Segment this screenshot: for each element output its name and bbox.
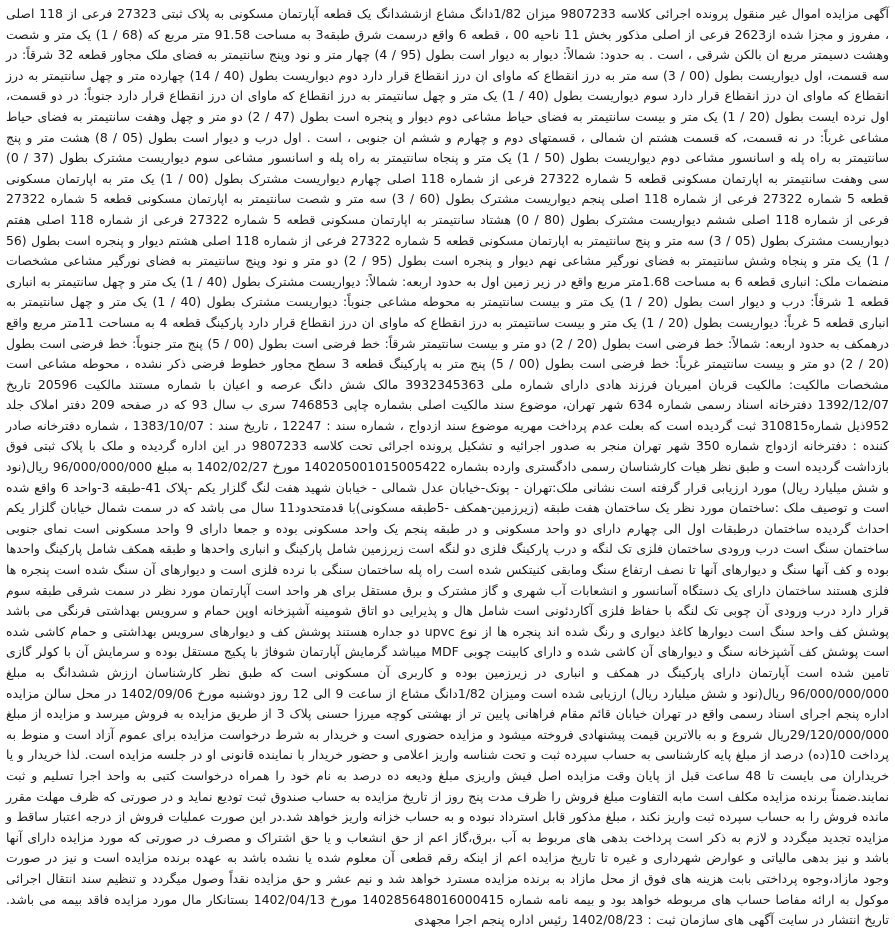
auction-notice-text: آگهی مزایده اموال غیر منقول پرونده اجرائی کلاسه 9807233 میزان 1/82دانگ مشاع ازششدانگ یک قطعه آپارتمان مسکونی به پلاک ثبتی 27323 فرعی از 118 اصلی ، مفروز و مجزا شده از2623 فرعی از اصلی مذکور بخش 11 ناحیه 00 ، قطعه 6 واقع درسمت شرق طبقه3 به مساحت 91.58 متر مربع که (68 / 1) یک متر و شصت وهشت دسیمتر مربع ان بالکن شرقی ، است . به حدود: شمالاً: دیوار به دیوار است بطول (95 / 4) چهار متر و نود وپنج سانتیمتر به فضای ملک مجاور قطعه 32 شرقاً: در سه قسمت، اول دیواریست بطول (00 / 3) سه متر به درز انقطاع که ماوای ان درز انقطاع قرار دارد دوم دیواریست بطول (40 / 14) چهارده متر و چهل سانتیمتر به درز انقطاع که ماوای ان درز انقطاع قرار دارد سوم دیواریست بطول (40 / 1) یک متر و چهل سانتیمتر به درز انقطاع که ماوای ان درز انقطاع قرار دارد جنوباً: در دو قسمت، اول نرده ایست بطول (20 / 1) یک متر و بیست سانتیمتر به فضای حیاط مشاعی دوم دیوار و پنجره است بطول (47 / 2) دو متر و چهل وهفت سانتیمتر به فضای حیاط مشاعی غرباً: در نه قسمت، که قسمت هشتم ان شمالی ، قسمتهای دوم و چهارم و ششم ان جنوبی ، است . اول درب و دیوار است بطول (05 / 8) هشت متر و پنج سانتیمتر به راه پله و اسانسور مشاعی دوم دیواریست بطول (50 / 1) یک متر و پنجاه سانتیمتر به راه پله و اسانسور مشاعی سوم دیواریست مشترک بطول (37 / 0) سی وهفت سانتیمتر به اپارتمان مسکونی قطعه 5 شماره 27322 فرعی از شماره 118 اصلی چهارم دیواریست مشترک بطول (00 / 1) یک متر به اپارتمان مسکونی قطعه 5 شماره 27322 فرعی از شماره 118 اصلی پنجم دیواریست مشترک بطول (60 / 3) سه متر و شصت سانتیمتر به اپارتمان مسکونی قطعه 5 شماره 27322 فرعی از شماره 118 اصلی ششم دیواریست مشترک بطول (80 / 0) هشتاد سانتیمتر به اپارتمان مسکونی قطعه 5 شماره 27322 فرعی از شماره 118 اصلی هفتم دیواریست مشترک بطول (05 / 3) سه متر و پنج سانتیمتر به اپارتمان مسکونی قطعه 5 شماره 27322 فرعی از شماره 118 اصلی هشتم دیوار و پنجره است بطول (56 / 1) یک متر و پنجاه وشش سانتیمتر به فضای نورگیر مشاعی نهم دیوار و پنجره است بطول (95 / 2) دو متر و نود وپنج سانتیمتر به فضای نورگیر مشاعی مشخصات منضمات ملک: انباری قطعه 6 به مساحت 1.68متر مربع واقع در زیر زمین اول به حدود اربعه: شمالاً: دیواریست مشترک بطول (40 / 1) یک متر و چهل سانتیمتر به انباری قطعه 1 شرقاً: درب و دیوار است بطول (20 / 1) یک متر و بیست سانتیمتر به محوطه مشاعی جنوباً: دیواریست مشترک بطول (40 / 1) یک متر و چهل سانتیمتر به انباری قطعه 5 غرباً: دیواریست بطول (20 / 1) یک متر و بیست سانتیمتر به درز انقطاع که ماوای ان درز انقطاع قرار دارد پارکینگ قطعه 4 به مساحت 11متر مربع واقع درهمکف به حدود اربعه: شمالاً: خط فرضی است بطول (20 / 2) دو متر و بیست سانتیمتر شرقاً: خط فرضی است بطول (00 / 5) پنج متر جنوباً: خط فرضی است بطول (20 / 2) دو متر و بیست سانتیمتر غرباً: خط فرضی است بطول (00 / 5) پنج متر به پارکینگ قطعه 3 سطح مجاور خطوط فرضی ذکر نشده ، محوطه مشاعی است مشخصات مالکیت: مالکیت قربان امیریان فرزند هادی دارای شماره ملی 3932345363 مالک شش دانگ عرصه و اعیان با شماره مستند مالکیت 20596 تاریخ 1392/12/07 دفترخانه اسناد رسمی شماره 634 شهر تهران، موضوع سند مالکیت اصلی بشماره چاپی 746853 سری ب سال 93 که در صفحه 209 دفتر املاک جلد 952ذیل شماره310815 ثبت گردیده است که بعلت عدم پرداخت مهریه موضوع سند ازدواج ، شماره سند : 12247 ، تاریخ سند : 1383/10/07 ، شماره دفترخانه صادر کننده : دفترخانه ازدواج شماره 350 شهر تهران منجر به صدور اجرائیه و تشکیل پرونده اجرائی تحت کلاسه 9807233 در این اداره گردیده و ملک با پلاک ثبتی فوق بازداشت گردیده است و طبق نظر هیات کارشناسان رسمی دادگستری وارده بشماره 140205001015005422 مورخ 1402/02/27 به مبلغ 96/000/000/000 ریال(نود و شش میلیارد ریال) مورد ارزیابی قرار گرفته است نشانی ملک:تهران - پونک-خیابان عدل شمالی - خیابان شهید هفت لنگ گلزار یکم -پلاک 41-طبقه 3-واحد 6 واقع شده است و توصیف ملک :ساختمان مورد نظر یک ساختمان هفت طبقه (زیرزمین-همکف -5طبقه مسکونی)با قدمتحدود11 سال می باشد که در سمت شمال خیابان گلزار یکم احداث گردیده ساختمان درطبقات اول الی چهارم دارای دو واحد مسکونی و در طبقه پنجم یک واحد مسکونی بوده و جمعا دارای 9 واحد مسکونی است نمای جنوبی ساختمان سنگ است درب ورودی ساختمان فلزی تک لنگه و درب پارکینگ فلزی دو لنگه است زیرزمین شامل پارکینگ و انباری واحدها و طبقه همکف شامل پارکینگ واحدها بوده و کف آنها سنگ و دیوارهای آنها تا نصف ارتفاع سنگ ومابقی کنیتکس شده است راه پله ساختمان سنگی با نرده فلزی است و دیوارهای آن سنگ شده است پنجره ها فلزی هستند ساختمان دارای یک دستگاه آسانسور و انشعابات آب شهری و گاز مشترک و برق مستقل برای هر واحد است آپارتمان مورد نظر در سمت شرقی طبقه سوم قرار دارد درب ورودی آن چوبی تک لنگه با حفاظ فلزی آکاردئونی است شامل هال و پذیرایی دو اتاق شومینه آشپزخانه اوپن حمام و سرویس بهداشتی فرنگی می باشد پوشش کف واحد سنگ است دیوارها کاغذ دیواری و رنگ شده اند پنجره ها از نوع upvc دو جداره هستند پوشش کف و دیوارهای سرویس بهداشتی و حمام کاشی شده است پوشش کف آشپزخانه سنگ و دیوارهای آن کاشی شده و دارای کابینت چوبی MDF میباشد گرمایش آپارتمان شوفاژ با پکیج مستقل بوده و سرمایش آن با کولر گازی تامین شده است آپارتمان دارای پارکینگ در همکف و انباری در زیرزمین بوده و کاربری آن مسکونی است که طبق نظر کارشناسان ارزش ششدانگ به مبلغ 96/000/000/000 ریال(نود و شش میلیارد ریال) ارزیابی شده است ومیزان 1/82دانگ مشاع از ساعت 9 الی 12 روز دوشنبه مورخ 1402/09/06 در محل سالن مزایده اداره پنجم اجرای اسناد رسمی واقع در تهران خیابان قائم مقام فراهانی پایین تر از بهشتی کوچه میرزا حسنی پلاک 3 از طریق مزایده به فروش میرسد و مزایده از مبلغ 29/120/000/000ریال شروع و به بالاترین قیمت پیشنهادی فروخته میشود و مزایده حضوری است و خریدار به شرط درخواست مزایده برای عموم آزاد است و منوط به پرداخت 10(ده) درصد از مبلغ پایه کارشناسی به حساب سپرده ثبت و تحت شناسه واریز اعلامی و حضور خریدار با نماینده قانونی او در جلسه مزایده است. لذا خریدار و یا خریداران می بایست تا 48 ساعت قبل از پایان وقت مزایده اصل فیش واریزی مبلغ ودیعه ده درصد به نام خود را همراه درخواست کتبی به واحد اجرا تسلیم و ثبت نمایند.ضمناً برنده مزایده مکلف است مابه التفاوت مبلغ فروش را ظرف مدت پنج روز از تاریخ مزایده به حساب صندوق ثبت تودیع نماید و در صورتی که ظرف مهلت مقرر مانده فروش را به حساب سپرده ثبت واریز نکند ، مبلغ مذکور قابل استرداد نبوده و به حساب خزانه واریز خواهد شد.در این صورت عملیات فروش از درجه اعتبار ساقط و مزایده تجدید میگردد و لازم به ذکر است پرداخت بدهی های مربوط به آب ،برق،گاز اعم از حق انشعاب و یا حق اشتراک و مصرف در صورتی که مورد مزایده دارای آنها باشد و نیز بدهی مالیاتی و عوارض شهرداری و غیره تا تاریخ مزایده اعم از اینکه رقم قطعی آن معلوم شده یا نشده باشد به عهده برنده مزایده است و نیز در صورت وجود مازاد،وجوه پرداختی بابت هزینه های فوق از محل مازاد به برنده مزایده مسترد خواهد شد و نیم عشر و حق مزایده نقداً وصول میگردد و تنظیم سند انتقال اجرائی موکول به ارائه مفاصا حساب های مربوطه خواهد بود و بیمه نامه شماره 140285648016000415 مورخ 1402/04/13 بستانکار مال مورد مزایده فاقد بیمه می باشد. تاریخ انتشار در سایت آگهی های سازمان ثبت : 1402/08/23 رئیس اداره پنجم اجرا مجهدی [6,6,890,928]
auction-notice [6,4,890,928]
